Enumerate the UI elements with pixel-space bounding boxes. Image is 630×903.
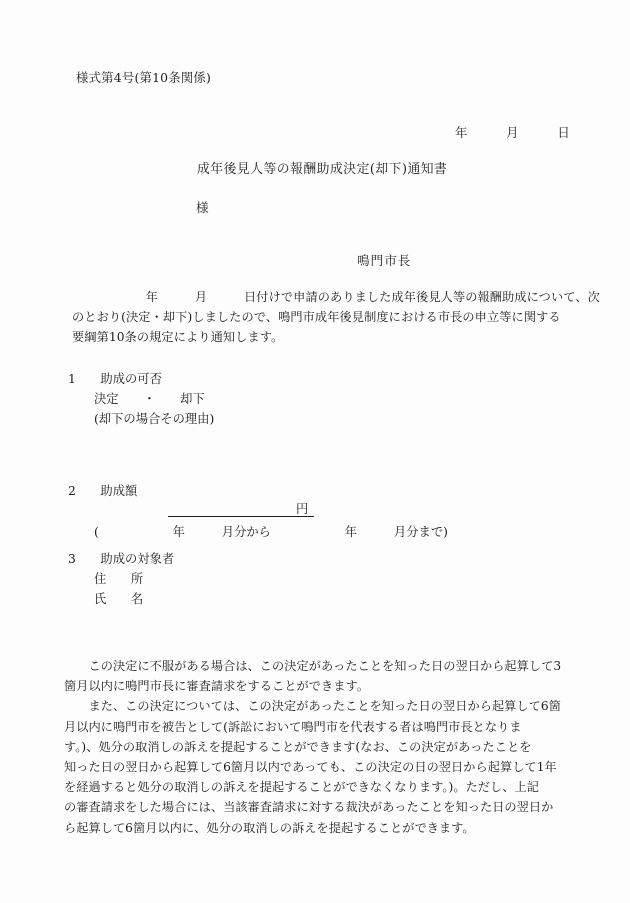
section3-name-label: 氏 名 bbox=[94, 592, 144, 606]
section1-reason-label: (却下の場合その理由) bbox=[94, 412, 215, 426]
body-paragraph bbox=[72, 287, 600, 347]
body-line: 年 月 日付けで申請のありました成年後見人等の報酬助成について、次 bbox=[72, 290, 600, 304]
notice-line: 知った日の翌日から起算して6箇月以内であっても、この決定の日の翌日から起算して1年 bbox=[64, 760, 557, 775]
section3-address-label: 住 所 bbox=[94, 572, 144, 586]
issue-date-line: 年 月 日 bbox=[455, 125, 571, 140]
section1-choice: 決定 ・ 却下 bbox=[94, 392, 205, 406]
amount-entry-row bbox=[68, 501, 448, 522]
page-title: 成年後見人等の報酬助成決定(却下)通知書 bbox=[197, 162, 448, 177]
notice-line: また、この決定については、この決定があったことを知った日の翌日から起算して6箇 bbox=[64, 699, 561, 714]
body-line: 要綱第10条の規定により通知します。 bbox=[72, 330, 284, 344]
notice-line: を経過すると処分の取消しの訴えを提起することができなくなります。)。ただし、上記 bbox=[64, 780, 539, 795]
notice-line: す。)、処分の取消しの訴えを提起することができます(なお、この決定があったことを bbox=[64, 739, 532, 754]
section1-heading: 1 助成の可否 bbox=[68, 372, 162, 386]
issuer-name: 鳴門市長 bbox=[357, 253, 412, 268]
notice-line: ら起算して6箇月以内に、処分の取消しの訴えを提起することができます。 bbox=[64, 820, 475, 835]
notice-line: 月以内に鳴門市を被告として(訴訟において鳴門市を代表する者は鳴門市長となりま bbox=[64, 719, 522, 734]
amount-blank-rule bbox=[168, 516, 314, 517]
body-line: のとおり(決定・却下)しましたので、鳴門市成年後見制度における市長の申立等に関する bbox=[72, 310, 561, 324]
notice-line: この決定に不服がある場合は、この決定があったことを知った日の翌日から起算して3 bbox=[64, 659, 562, 673]
section2-period-line: ( 年 月分から 年 月分まで) bbox=[94, 525, 448, 539]
section3-heading: 3 助成の対象者 bbox=[68, 552, 175, 566]
addressee-field: 様 bbox=[196, 200, 209, 215]
section-grant-amount bbox=[68, 481, 448, 542]
amount-unit-label: 円 bbox=[296, 502, 309, 516]
notice-line: の審査請求をした場合には、当該審査請求に対する裁決があったことを知った日の翌日か bbox=[64, 800, 554, 815]
section-grant-decision bbox=[68, 369, 214, 429]
section-recipient bbox=[68, 549, 174, 609]
form-number: 様式第4号(第10条関係) bbox=[76, 70, 212, 85]
section2-heading: 2 助成額 bbox=[68, 484, 138, 498]
appeal-notice bbox=[64, 656, 564, 838]
notice-line: 箇月以内に鳴門市長に審査請求をすることができます。 bbox=[64, 679, 369, 694]
